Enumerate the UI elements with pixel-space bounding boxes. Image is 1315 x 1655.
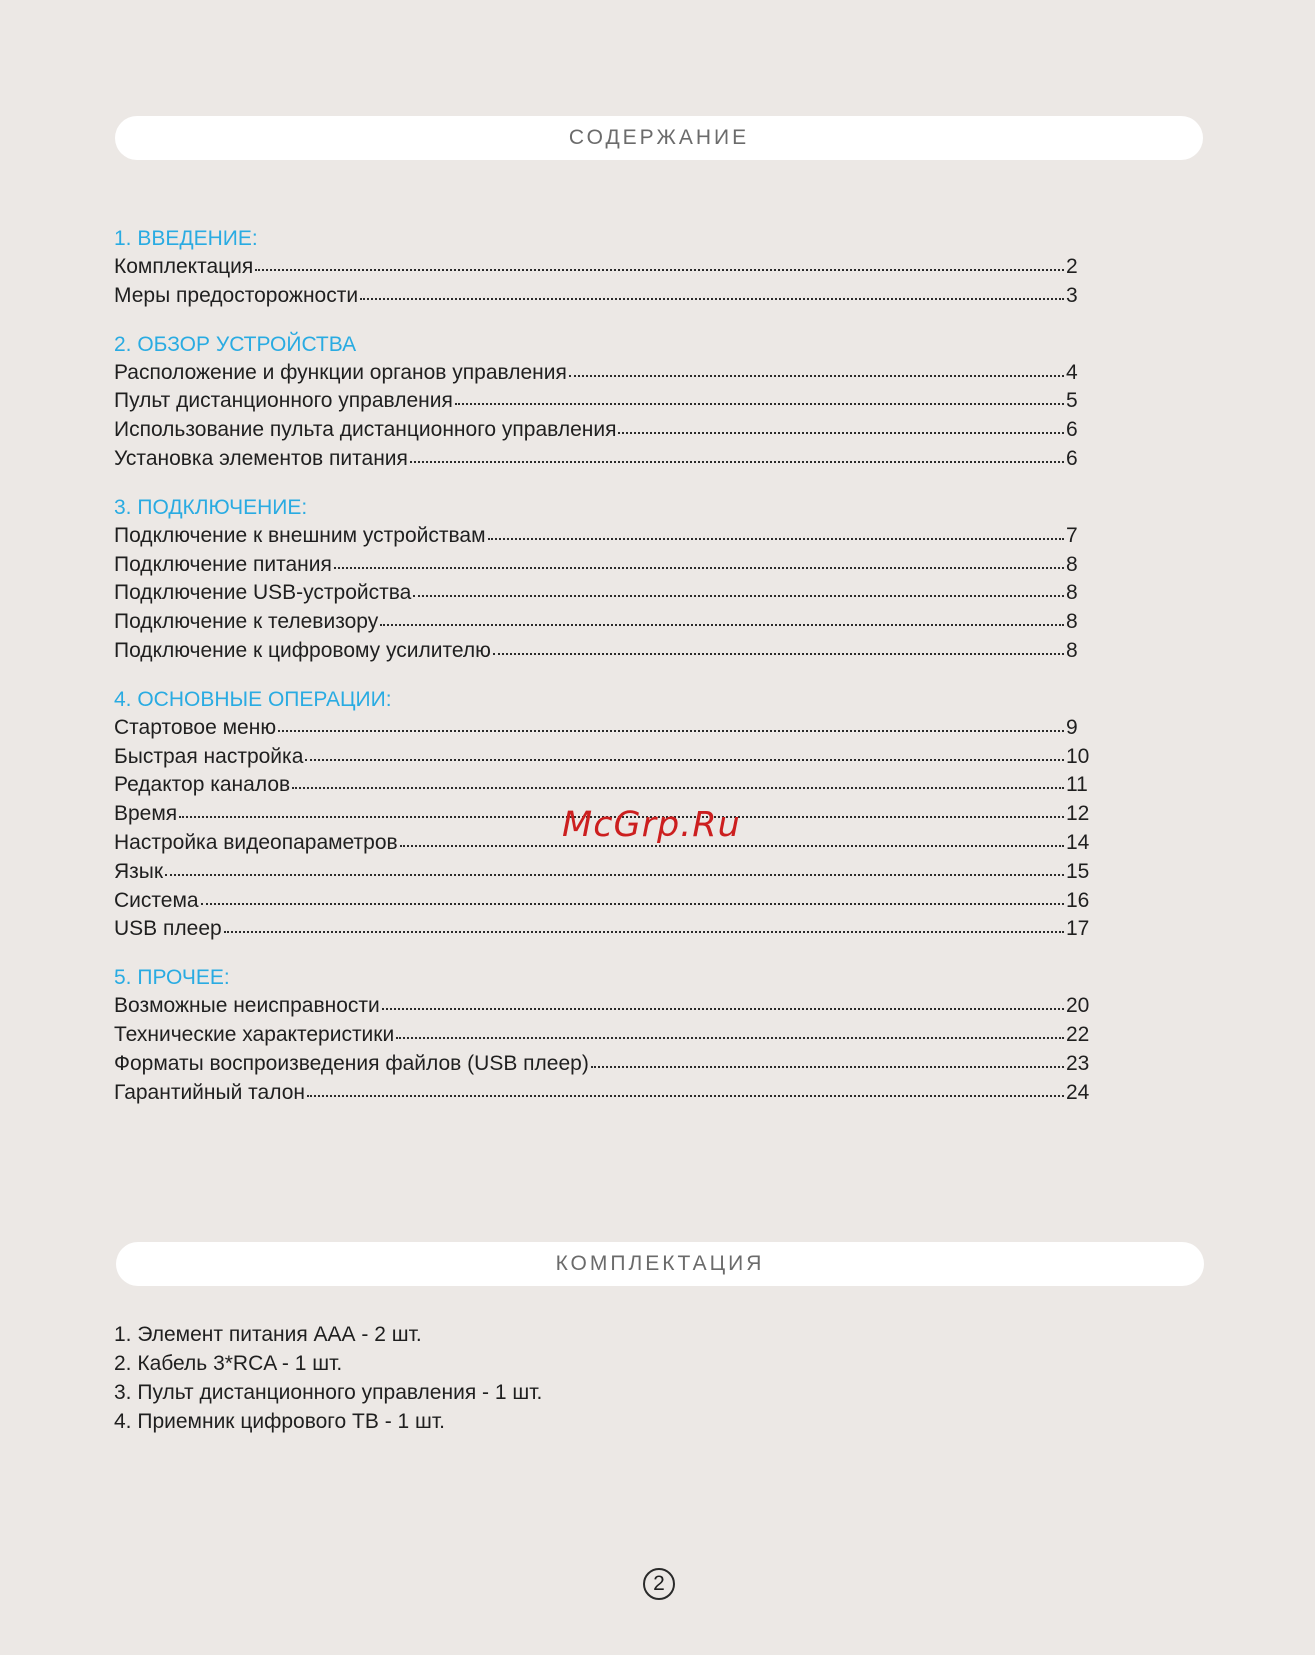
toc-entry-page: 7 bbox=[1066, 523, 1078, 547]
toc-entry-title: Время bbox=[114, 802, 178, 826]
toc-entry-title: Подключение питания bbox=[114, 552, 332, 576]
toc-section bbox=[114, 330, 1096, 474]
toc-entry bbox=[114, 282, 1096, 311]
toc-entry-title: Меры предосторожности bbox=[114, 283, 359, 307]
toc-entry bbox=[114, 858, 1096, 887]
toc-section bbox=[114, 963, 1096, 1107]
toc-entry-page: 11 bbox=[1066, 773, 1088, 797]
toc-entry-page: 22 bbox=[1066, 1022, 1090, 1046]
toc-leader-dots bbox=[380, 623, 1064, 626]
toc-entry bbox=[114, 1079, 1096, 1108]
toc-entry bbox=[114, 743, 1096, 772]
table-of-contents bbox=[114, 224, 1096, 1126]
toc-entry-page: 24 bbox=[1066, 1080, 1090, 1104]
toc-leader-dots bbox=[334, 566, 1064, 569]
toc-entry-page: 15 bbox=[1066, 859, 1090, 883]
toc-section-heading: 5. ПРОЧЕЕ: bbox=[114, 966, 230, 990]
toc-entry-title: Использование пульта дистанционного управления bbox=[114, 418, 617, 442]
toc-entry-page: 8 bbox=[1066, 581, 1078, 605]
toc-entry-title: Редактор каналов bbox=[114, 773, 291, 797]
toc-entry-title: USB плеер bbox=[114, 917, 222, 941]
toc-entry-title: Комплектация bbox=[114, 255, 254, 278]
toc-entry bbox=[114, 714, 1096, 743]
toc-entry-page: 6 bbox=[1066, 446, 1078, 470]
toc-leader-dots bbox=[360, 297, 1064, 300]
toc-entry bbox=[114, 387, 1096, 416]
toc-entry-page: 5 bbox=[1066, 389, 1078, 413]
toc-entry-title: Подключение к цифровому усилителю bbox=[114, 638, 491, 662]
kit-list-item: 4. Приемник цифрового ТВ - 1 шт. bbox=[114, 1410, 446, 1433]
toc-entry-title: Установка элементов питания bbox=[114, 446, 408, 470]
toc-entry-page: 16 bbox=[1066, 888, 1090, 912]
toc-leader-dots bbox=[307, 1094, 1064, 1097]
toc-entry bbox=[114, 359, 1096, 388]
toc-section-heading: 1. ВВЕДЕНИЕ: bbox=[114, 227, 258, 250]
toc-entry bbox=[114, 1050, 1096, 1079]
toc-leader-dots bbox=[488, 537, 1064, 540]
kit-list-item: 1. Элемент питания ААА - 2 шт. bbox=[114, 1323, 422, 1346]
toc-entry-title: Гарантийный талон bbox=[114, 1080, 305, 1104]
toc-leader-dots bbox=[413, 594, 1064, 597]
toc-entry-page: 14 bbox=[1066, 830, 1090, 854]
toc-leader-dots bbox=[455, 402, 1064, 405]
toc-entry bbox=[114, 253, 1096, 282]
toc-entry-title: Расположение и функции органов управления bbox=[114, 360, 567, 384]
toc-header-title: СОДЕРЖАНИЕ bbox=[568, 126, 750, 149]
toc-leader-dots bbox=[493, 652, 1064, 655]
toc-entry bbox=[114, 416, 1096, 445]
toc-entry-page: 10 bbox=[1066, 744, 1090, 768]
kit-header-banner bbox=[116, 1242, 1204, 1286]
toc-entry-page: 17 bbox=[1066, 917, 1090, 941]
kit-list-item: 3. Пульт дистанционного управления - 1 шт. bbox=[114, 1381, 543, 1404]
toc-leader-dots bbox=[396, 1036, 1064, 1039]
toc-entry-title: Язык bbox=[114, 859, 164, 883]
toc-entry-title: Система bbox=[114, 888, 199, 912]
toc-entry-page: 6 bbox=[1066, 418, 1078, 442]
kit-list-item: 2. Кабель 3*RCA - 1 шт. bbox=[114, 1352, 343, 1375]
toc-entry bbox=[114, 579, 1096, 608]
toc-entry-page: 8 bbox=[1066, 610, 1078, 634]
toc-section bbox=[114, 493, 1096, 666]
toc-entry-title: Подключение USB-устройства bbox=[114, 581, 412, 605]
toc-entry bbox=[114, 608, 1096, 637]
toc-leader-dots bbox=[569, 374, 1064, 377]
toc-entry-title: Настройка видеопараметров bbox=[114, 830, 398, 854]
toc-leader-dots bbox=[224, 930, 1064, 933]
toc-section-heading: 3. ПОДКЛЮЧЕНИЕ: bbox=[114, 495, 308, 519]
toc-entry-title: Пульт дистанционного управления bbox=[114, 389, 453, 413]
toc-entry-page: 23 bbox=[1066, 1051, 1090, 1075]
toc-entry-title: Технические характеристики bbox=[114, 1022, 395, 1046]
toc-entry bbox=[114, 551, 1096, 580]
toc-entry-page: 20 bbox=[1066, 994, 1090, 1018]
toc-entry-title: Подключение к внешним устройствам bbox=[114, 523, 486, 547]
toc-entry-title: Подключение к телевизору bbox=[114, 610, 379, 634]
toc-leader-dots bbox=[278, 729, 1064, 732]
toc-entry bbox=[114, 771, 1096, 800]
toc-leader-dots bbox=[165, 873, 1064, 876]
toc-leader-dots bbox=[618, 431, 1064, 434]
toc-leader-dots bbox=[255, 268, 1064, 271]
toc-section-heading: 4. ОСНОВНЫЕ ОПЕРАЦИИ: bbox=[114, 687, 392, 711]
toc-entry bbox=[114, 992, 1096, 1021]
toc-entry bbox=[114, 637, 1096, 666]
toc-entry-page: 3 bbox=[1066, 283, 1078, 307]
toc-entry bbox=[114, 915, 1096, 944]
toc-leader-dots bbox=[382, 1007, 1064, 1010]
toc-entry-title: Возможные неисправности bbox=[114, 994, 380, 1018]
page-number: 2 bbox=[643, 1568, 675, 1600]
toc-entry-page: 8 bbox=[1066, 552, 1078, 576]
toc-leader-dots bbox=[410, 460, 1064, 463]
kit-header-title: КОМПЛЕКТАЦИЯ bbox=[555, 1252, 765, 1275]
toc-entry bbox=[114, 445, 1096, 474]
toc-section bbox=[114, 224, 1096, 311]
toc-section-heading: 2. ОБЗОР УСТРОЙСТВА bbox=[114, 332, 357, 356]
toc-entry bbox=[114, 1021, 1096, 1050]
toc-entry bbox=[114, 522, 1096, 551]
toc-entry-title: Стартовое меню bbox=[114, 715, 277, 739]
toc-entry-page: 9 bbox=[1066, 715, 1078, 739]
toc-leader-dots bbox=[591, 1065, 1064, 1068]
toc-entry bbox=[114, 887, 1096, 916]
toc-entry-page: 12 bbox=[1066, 802, 1090, 826]
toc-leader-dots bbox=[305, 758, 1064, 761]
toc-entry-page: 4 bbox=[1066, 360, 1078, 384]
toc-leader-dots bbox=[292, 786, 1064, 789]
watermark: McGrp.Ru bbox=[562, 805, 741, 845]
kit-list bbox=[114, 1320, 542, 1436]
toc-entry-page: 2 bbox=[1066, 255, 1078, 278]
toc-leader-dots bbox=[201, 902, 1064, 905]
toc-entry-title: Форматы воспроизведения файлов (USB плеер) bbox=[114, 1051, 589, 1075]
toc-entry-title: Быстрая настройка bbox=[114, 744, 304, 768]
toc-entry-page: 8 bbox=[1066, 638, 1078, 662]
toc-header-banner bbox=[115, 116, 1203, 160]
